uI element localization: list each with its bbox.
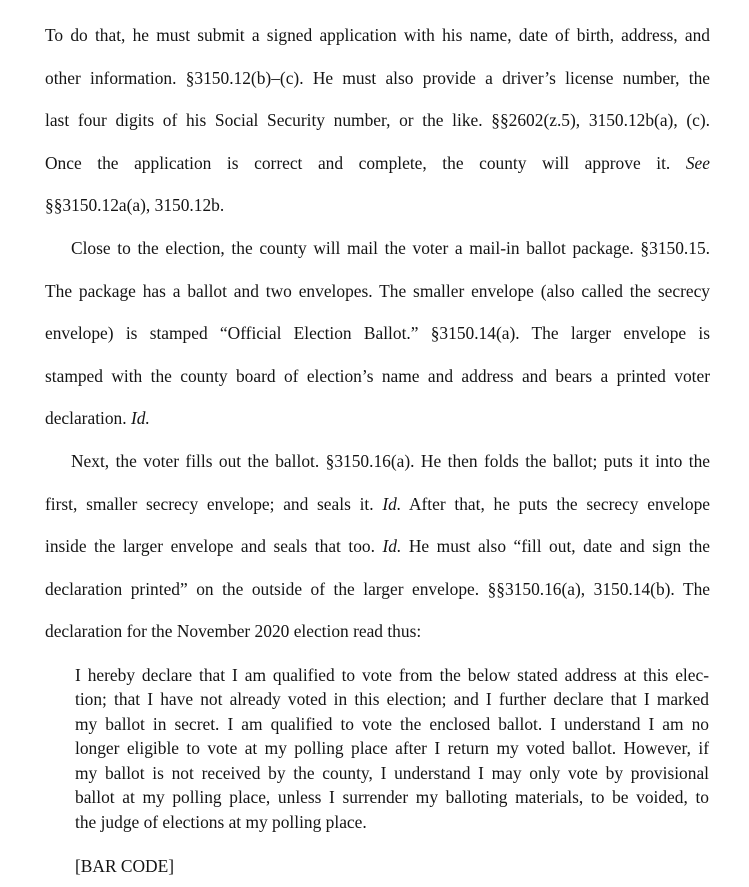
quote-line: my ballot in secret. I am qualified to vote the enclosed ballot. I understand I am no: [75, 713, 709, 734]
text-segment: Once the application is correct and complete, the county will approve it.: [45, 152, 671, 173]
document-page: [45, 14, 710, 878]
text-line: The package has a ballot and two envelopes. The smaller envelope (also called the secrecy: [45, 280, 710, 301]
paragraph-voter-steps: [45, 440, 710, 653]
citation-id: Id.: [382, 536, 402, 557]
text-line: Next, the voter fills out the ballot. §3150.16(a). He then folds the ballot; puts it into the: [71, 450, 710, 471]
text-line: §§3150.12a(a), 3150.12b.: [45, 195, 225, 216]
quote-line: tion; that I have not already voted in this election; and I further declare that I marked: [75, 689, 709, 710]
text-segment: declaration.: [45, 408, 127, 429]
barcode-placeholder: [BAR CODE]: [75, 856, 175, 877]
text-segment: first, smaller secrecy envelope; and seals it.: [45, 493, 374, 514]
text-segment: He must also “fill out, date and sign the: [408, 536, 710, 557]
citation-signal: See: [685, 152, 710, 173]
paragraph-ballot-package: [45, 227, 710, 440]
text-line-with-citation: [45, 397, 710, 440]
text-line: To do that, he must submit a signed application with his name, date of birth, address, and: [45, 25, 710, 45]
declaration-quote: [45, 663, 710, 835]
spacer: [45, 834, 710, 854]
quote-line: the judge of elections at my polling place.: [75, 811, 367, 832]
quote-line: my ballot is not received by the county, I understand I may only vote by provisional: [75, 762, 709, 783]
text-line: envelope) is stamped “Official Election Ballot.” §3150.14(a). The larger envelope is: [45, 323, 710, 344]
quote-line: longer eligible to vote at my polling place after I return my voted ballot. However, if: [75, 738, 709, 759]
text-line-with-citation: [45, 483, 710, 526]
paragraph-application: [45, 14, 710, 227]
text-line-with-citation: [45, 142, 710, 185]
spacer: [45, 653, 710, 663]
quote-line: I hereby declare that I am qualified to vote from the below stated address at this elec-: [75, 664, 709, 685]
text-line: Close to the election, the county will mail the voter a mail-in ballot package. §3150.15.: [71, 237, 710, 258]
citation-id: Id.: [130, 408, 150, 429]
text-line-with-citation: [45, 525, 710, 568]
text-segment: inside the larger envelope and seals that too.: [45, 536, 375, 557]
text-line: last four digits of his Social Security number, or the like. §§2602(z.5), 3150.12b(a), (c).: [45, 110, 710, 131]
citation-id: Id.: [382, 493, 402, 514]
text-line: declaration for the November 2020 election read thus:: [45, 621, 422, 642]
text-line: stamped with the county board of election’s name and address and bears a printed voter: [45, 365, 710, 386]
quote-line: ballot at my polling place, unless I surrender my balloting materials, to be voided, to: [75, 787, 709, 808]
text-line: declaration printed” on the outside of the larger envelope. §§3150.16(a), 3150.14(b). The: [45, 578, 710, 599]
text-segment: After that, he puts the secrecy envelope: [408, 493, 710, 514]
text-line: other information. §3150.12(b)–(c). He must also provide a driver’s license number, the: [45, 67, 710, 88]
